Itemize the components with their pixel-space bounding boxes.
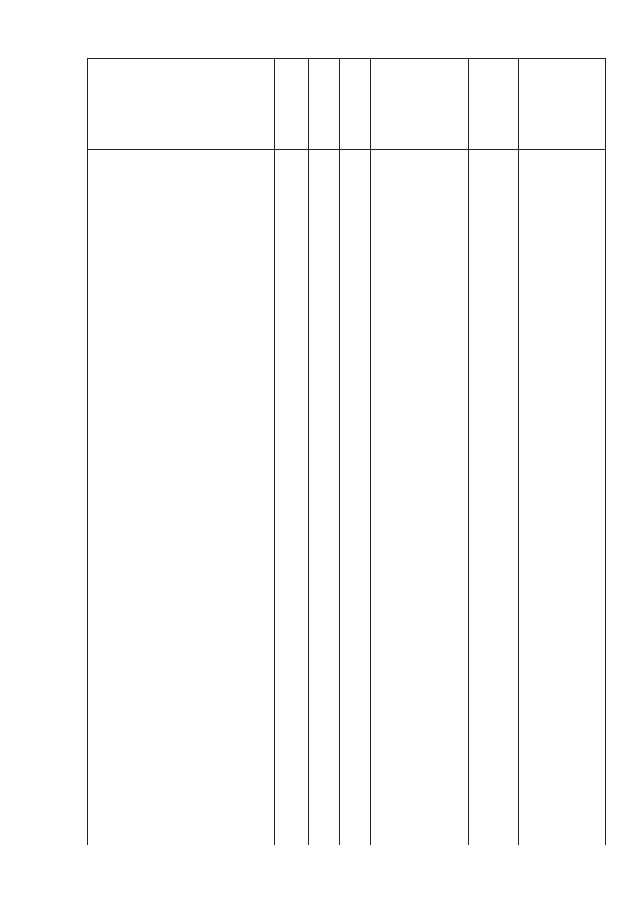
- header-bottom-border: [87, 149, 606, 150]
- table-right-border: [605, 58, 606, 845]
- table-left-border: [87, 58, 88, 845]
- col-divider: [274, 58, 275, 845]
- budget-table: [87, 58, 606, 845]
- header-vedomstvo: [274, 58, 308, 149]
- header-podrazdel: [339, 58, 370, 149]
- col-divider: [468, 58, 469, 845]
- header-summa: [519, 58, 606, 149]
- col-divider: [339, 58, 340, 845]
- col-divider: [370, 58, 371, 845]
- header-name: [87, 58, 274, 149]
- header-razdel: [308, 58, 339, 149]
- header-gruppa: [468, 58, 518, 149]
- header-celevaya: [370, 58, 468, 149]
- col-divider: [308, 58, 309, 845]
- col-divider: [518, 58, 519, 845]
